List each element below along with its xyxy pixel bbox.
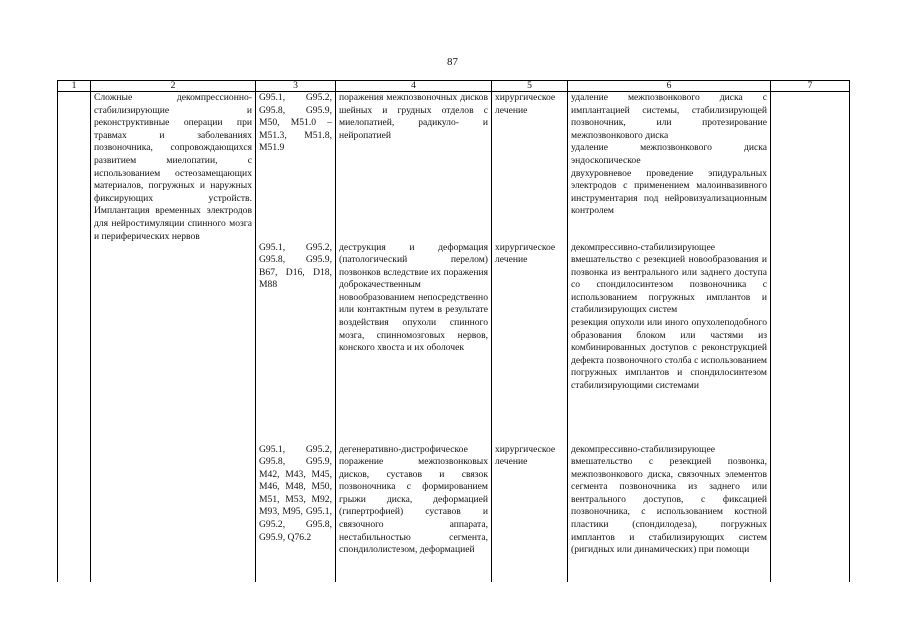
codes-text: G95.1, G95.2, G95.8, G95.9, B67, D16, D18, M88 — [259, 241, 332, 291]
treatment-text: хирургическое лечение — [495, 443, 556, 468]
cell-treatment — [492, 242, 568, 444]
table-row — [58, 92, 850, 242]
cell-condition — [336, 92, 492, 242]
cell-codes — [256, 92, 336, 242]
cell-procedure-name — [91, 92, 256, 582]
page-number: 87 — [447, 56, 458, 68]
condition-text: дегенеративно-дистрофическое поражение межпозвонковых дисков, суставов и связок позвоночника с формированием грыжи диска, деформацией (гипертрофией) суставов и связочного аппарата, нестабильностью сегмента, спондилолистезом, деформацией — [339, 443, 488, 556]
method-text: удаление межпозвонкового диска эндоскопическое — [571, 142, 767, 166]
column-header: 1 — [58, 81, 91, 92]
column-header: 3 — [256, 81, 336, 92]
treatment-text: хирургическое лечение — [495, 92, 556, 116]
column-header: 7 — [771, 81, 850, 92]
treatment-text: хирургическое лечение — [495, 241, 556, 266]
condition-text: поражения межпозвоночных дисков шейных и грудных отделов с миелопатией, радикуло- и нейропатией — [339, 92, 488, 141]
cell-treatment — [492, 92, 568, 242]
cell-condition — [336, 444, 492, 582]
codes-text: G95.1, G95.2, G95.8, G95.9, M42, M43, M45, M46, M48, M50, M51, M53, M92, M93, M95, G95.1, G95.2, G95.8, G95.9, Q76.2 — [259, 443, 332, 543]
cell-col1 — [58, 92, 91, 582]
cell-methods — [568, 242, 771, 444]
cell-methods — [568, 92, 771, 242]
cell-col7 — [771, 92, 850, 582]
condition-text: деструкция и деформация (патологический перелом) позвонков вследствие их поражения доброкачественным новообразованием непосредственно или контактным путем в результате воздействия опухоли спинного мозга, спинномозговых нервов, конского хвоста и их оболочек — [339, 241, 488, 354]
cell-condition — [336, 242, 492, 444]
method-text: двухуровневое проведение эпидуральных электродов с применением малоинвазивного инструментария под нейровизуализационным контролем — [571, 167, 767, 217]
method-text: резекция опухоли или иного опухолеподобного образования блоком или частями из комбинированных доступов с реконструкцией дефекта позвоночного столба с использованием погружных имплантов и спондилосинтезом стабилизирующими системами — [571, 317, 767, 392]
column-number-row — [58, 81, 850, 92]
cell-treatment — [492, 444, 568, 582]
method-text: удаление межпозвонкового диска с имплантацией системы, стабилизирующей позвоночник, или протезирование межпозвонкового диска — [571, 92, 767, 141]
method-text: декомпрессивно-стабилизирующее вмешательство с резекцией позвонка, межпозвонкового диска, связочных элементов сегмента позвоночника из заднего или вентрального доступов, с фиксацией позвоночника, с использованием костной пластики (спондилодеза), погружных имплантов и стабилизирующих систем (ригидных или динамических) при помощи — [571, 443, 767, 556]
procedure-name-text: Сложные декомпрессионно-стабилизирующие и реконструктивные операции при травмах и заболеваниях позвоночника, сопровождающихся развитием миелопатии, с использованием остеозамещающих материалов, погружных и наружных фиксирующих устройств. Имплантация временных электродов для нейростимуляции спинного мозга и периферических нервов — [94, 92, 252, 242]
cell-codes — [256, 242, 336, 444]
method-text: декомпрессивно-стабилизирующее вмешательство с резекцией новообразования и позвонка из вентрального или заднего доступа со спондилосинтезом позвоночника с использованием погружных имплантов и стабилизирующих систем — [571, 241, 767, 316]
codes-text: G95.1, G95.2, G95.8, G95.9, M50, M51.0 – M51.3, M51.8, M51.9 — [259, 92, 332, 154]
column-header: 6 — [568, 81, 771, 92]
cell-codes — [256, 444, 336, 582]
procedures-table — [57, 80, 850, 582]
cell-methods — [568, 444, 771, 582]
column-header: 2 — [91, 81, 256, 92]
column-header: 4 — [336, 81, 492, 92]
column-header: 5 — [492, 81, 568, 92]
